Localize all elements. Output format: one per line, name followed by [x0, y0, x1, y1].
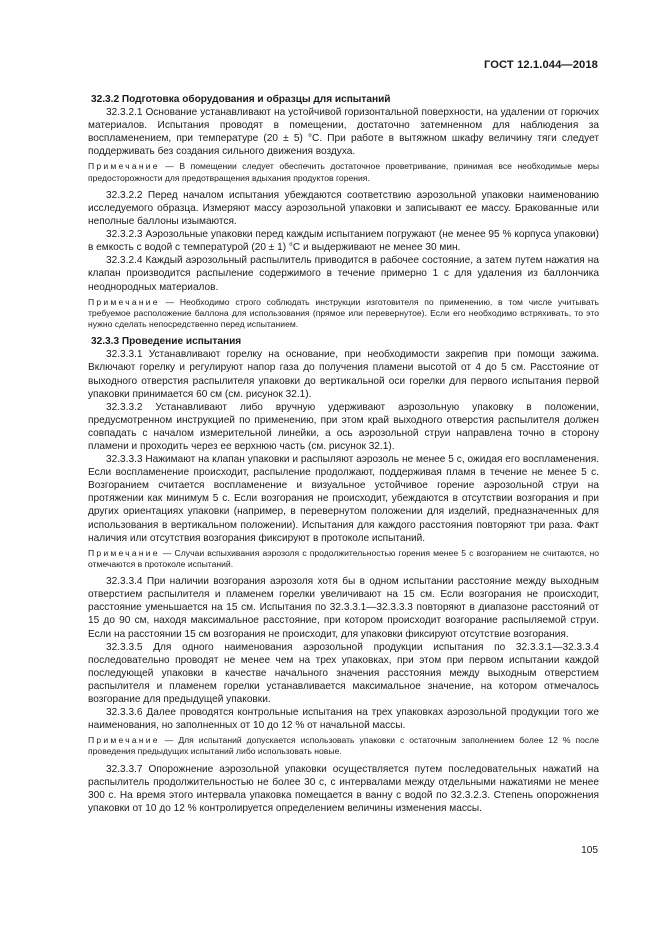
note-3 — [88, 548, 599, 570]
document-body — [88, 93, 599, 815]
paragraph-32333: 32.3.3.3 Нажимают на клапан упаковки и распыляют аэрозоль не менее 5 с, ожидая его воспламенения. Если воспламенение происходит, распыление продолжают, поддерживая пламя в течение не менее 5 с. Возгоранием считается воспламенение и визуальное устойчивое горение аэрозольной струи на протяжении как минимум 5 с. Если возгорания не происходит, убеждаются в отсутствии возгорания и при других ориентациях упаковки (например, в перевернутом положении для изделий, предназначенных для использования в вертикальном положении). Испытания для каждого расстояния повторяют три раза. Факт наличия или отсутствия возгорания фиксируют в протоколе испытаний. — [88, 454, 599, 544]
paragraph-32324: 32.3.2.4 Каждый аэрозольный распылитель приводится в рабочее состояние, а затем путем нажатия на клапан производится распыление содержимого в течение примерно 1 с для удаления из баллончика неоднородных материалов. — [88, 255, 599, 293]
note-2 — [88, 297, 599, 331]
note-4-label: Примечание — [88, 735, 160, 746]
note-1-text: — В помещении следует обеспечить достаточное проветривание, принимая все необходимые меры предосторожности для предотвращения вдыхания продуктов горения. — [88, 161, 599, 183]
paragraph-32336: 32.3.3.6 Далее проводятся контрольные испытания на трех упаковках аэрозольной продукции того же наименования, но заполненных от 10 до 12 % от начальной массы. — [88, 707, 599, 732]
paragraph-32332: 32.3.3.2 Устанавливают либо вручную удерживают аэрозольную упаковку в положении, предусмотренном инструкцией по применению, при этом край выходного отверстия распылителя должен совпадать с началом измерительной линейки, а ось аэрозольной струи направлена точно в сторону пламени и проходить через ее верхнюю часть (см. рисунок 32.1). — [88, 401, 599, 452]
note-1-label: Примечание — [88, 161, 160, 172]
note-1 — [88, 161, 599, 183]
paragraph-32337: 32.3.3.7 Опорожнение аэрозольной упаковки осуществляется путем последовательных нажатий на распылитель продолжительностью не более 30 с, с интервалами между отдельными нажатиями не менее 300 с. На время этого интервала упаковка помещается в ванну с водой по 32.3.2.3. Степень опорожнения упаковки от 10 до 12 % контролируется определением величины изменения массы. — [88, 763, 599, 814]
page-number: 105 — [581, 845, 598, 856]
note-4 — [88, 735, 599, 757]
paragraph-32321: 32.3.2.1 Основание устанавливают на устойчивой горизонтальной поверхности, на удалении от горючих материалов. Испытания проводят в помещении, достаточно затемненном для наблюдения за воспламенением, при температуре (20 ± 5) °C. При работе в вытяжном шкафу величину тяги следует поддерживать без создания сильного движения воздуха. — [88, 107, 599, 158]
note-2-label: Примечание — [88, 296, 160, 307]
note-4-text: — Для испытаний допускается использовать упаковки с остаточным заполнением более 12 % после проведения предыдущих испытаний либо использовать новые. — [88, 735, 599, 757]
standard-header: ГОСТ 12.1.044—2018 — [483, 59, 598, 71]
paragraph-32331: 32.3.3.1 Устанавливают горелку на основание, при необходимости закрепив при помощи зажима. Включают горелку и регулируют напор газа до получения пламени высотой от 4 до 5 см. Расстояние от выходного отверстия распылителя упаковки до вертикальной оси горелки для первого испытания первой упаковки принимается 60 см (см. рисунок 32.1). — [88, 349, 599, 400]
paragraph-32323: 32.3.2.3 Аэрозольные упаковки перед каждым испытанием погружают (не менее 95 % корпуса упаковки) в емкость с водой с температурой (20 ± 1) °C и выдерживают не менее 30 мин. — [88, 229, 599, 254]
paragraph-32334: 32.3.3.4 При наличии возгорания аэрозоля хотя бы в одном испытании расстояние между выходным отверстием распылителя и пламенем горелки увеличивают на 15 см. Если возгорания не происходит, расстояние уменьшается на 15 см. Испытания по 32.3.3.1—32.3.3.3 повторяют в диапазоне расстояний от 15 до 90 см, находя максимальное расстояние, при котором происходит возгорание распыляемой струи. Если на расстоянии 15 см возгорания не происходит, для упаковки фиксируют отсутствие возгорания. — [88, 576, 599, 640]
note-3-label: Примечание — [88, 547, 160, 558]
paragraph-32335: 32.3.3.5 Для одного наименования аэрозольной продукции испытания по 32.3.3.1—32.3.3.4 последовательно проводят не менее чем на трех упаковках, при этом при первом испытании каждой последующей упаковки в качестве начального значения расстояния между выходным отверстием распылителя и пламенем горелки устанавливается максимальное значение, на котором отмечалось возгорание для предыдущей упаковки. — [88, 641, 599, 705]
section-323-heading: 32.3.3 Проведение испытания — [91, 336, 242, 348]
note-2-text: — Необходимо строго соблюдать инструкции изготовителя по применению, в том числе учитывать требуемое расположение баллона для использования (прямое или перевернутое). Если его необходимо встряхивать, то это нужно сделать непосредственно перед испытанием. — [88, 296, 599, 330]
paragraph-32322: 32.3.2.2 Перед началом испытания убеждаются соответствию аэрозольной упаковки наименованию исследуемого образца. Измеряют массу аэрозольной упаковки и записывают ее массу. Бракованные или неполные баллоны изымаются. — [88, 189, 599, 228]
section-322-heading: 32.3.2 Подготовка оборудования и образцы для испытаний — [91, 94, 391, 105]
note-3-text: — Случаи вспыхивания аэрозоля с продолжительностью горения менее 5 с возгоранием не считаются, но отмечаются в протоколе испытаний. — [88, 547, 599, 569]
